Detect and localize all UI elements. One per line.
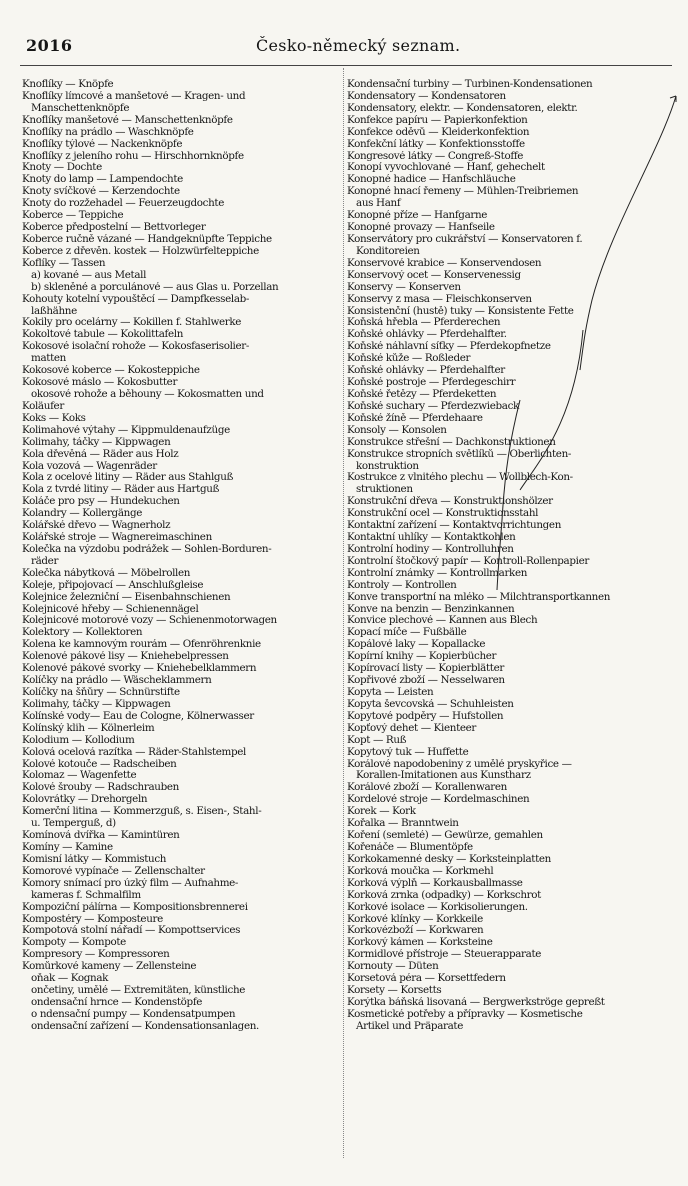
dictionary-entry: struktionen xyxy=(356,484,413,496)
dictionary-entry: ončetiny, umělé — Extremitäten, künstliche xyxy=(31,985,246,997)
dictionary-entry: Koňské suchary — Pferdezwieback xyxy=(347,400,519,412)
dictionary-entry: Korek — Kork xyxy=(347,806,416,818)
dictionary-entry: Komíny — Kamine xyxy=(22,842,113,853)
header-rule xyxy=(20,65,672,66)
dictionary-entry: Kolimahy, táčky — Kippwagen xyxy=(22,436,171,448)
dictionary-entry: Kolandry — Kollergänge xyxy=(22,508,142,520)
dictionary-entry: Koňské náhlavní síťky — Pferdekopfnetze xyxy=(347,341,551,353)
dictionary-entry: Koňské postroje — Pferdegeschirr xyxy=(347,377,516,389)
dictionary-entry: Kosmetické potřeby a přípravky — Kosmetische xyxy=(347,1008,583,1020)
dictionary-entry: Koňské ohlávky — Pferdehalfter. xyxy=(347,329,507,341)
dictionary-entry: Konservové krabice — Konservendosen xyxy=(347,257,542,269)
dictionary-entry: Kondensatory, elektr. — Kondensatoren, elektr. xyxy=(347,102,578,114)
dictionary-entry: Koňské kůže — Roßleder xyxy=(347,353,471,365)
dictionary-entry: Korková zrnka (odpadky) — Korkschrot xyxy=(347,889,541,901)
dictionary-entry: Kontroly — Kontrollen xyxy=(347,579,457,591)
dictionary-entry: ondensační hrnce — Kondenstöpfe xyxy=(31,996,203,1008)
dictionary-entry: Konopné příze — Hanfgarne xyxy=(347,210,488,222)
dictionary-entry: Kola z ocelové litiny — Räder aus Stahlguß xyxy=(22,472,234,484)
dictionary-entry: Konservový ocet — Konservenessig xyxy=(347,269,521,281)
dictionary-entry: Knoty svíčkové — Kerzendochte xyxy=(22,186,180,198)
dictionary-entry: Konfekce papíru — Papierkonfektion xyxy=(347,114,528,126)
dictionary-entry: Kořalka — Branntwein xyxy=(347,818,459,830)
dictionary-entry: Kola vozová — Wagenräder xyxy=(22,460,157,472)
dictionary-entry: Kolomaz — Wagenfette xyxy=(22,770,137,782)
dictionary-entry: Koňské ohlávky — Pferdehalfter xyxy=(347,365,505,377)
dictionary-entry: Kopťový dehet — Kienteer xyxy=(347,722,477,734)
dictionary-entry: b) skleněné a porculánové — aus Glas u. Porzellan xyxy=(31,281,279,293)
dictionary-entry: Kopírovací listy — Kopierblätter xyxy=(347,663,504,675)
dictionary-entry: Kopyta ševcovská — Schuhleisten xyxy=(347,698,514,710)
dictionary-entry: u. Temperguß, d) xyxy=(31,818,116,830)
dictionary-entry: Kokoltové tabule — Kokolittafeln xyxy=(22,329,184,341)
dictionary-entry: Kontrolní hodiny — Kontrolluhren xyxy=(347,543,514,555)
dictionary-entry: Kola dřevěná — Räder aus Holz xyxy=(22,448,179,460)
dictionary-entry: Kolářské stroje — Wagnereimaschinen xyxy=(22,532,212,544)
dictionary-entry: ondensační zařízení — Kondensationsanlagen. xyxy=(31,1020,259,1032)
dictionary-entry: Konsoly — Konsolen xyxy=(347,424,447,436)
dictionary-entry: Konstrukční dřeva — Konstruktionshölzer xyxy=(347,496,553,508)
dictionary-entry: Koflíky — Tassen xyxy=(22,257,106,269)
dictionary-entry: Kontrolní známky — Kontrollmarken xyxy=(347,567,528,579)
dictionary-entry: Kompoziční pálírna — Kompositionsbrennerei xyxy=(22,901,248,913)
dictionary-entry: Kompotová stolní nářadí — Kompottservices xyxy=(22,925,241,937)
dictionary-entry: Konstrukční ocel — Konstruktionsstahl xyxy=(347,508,539,520)
dictionary-entry: Knoflíky na prádlo — Waschknöpfe xyxy=(22,126,194,138)
dictionary-entry: Komory snímací pro úzký film — Aufnahme- xyxy=(22,877,239,889)
dictionary-entry: Kornouty — Düten xyxy=(347,961,439,973)
page-number: 2016 xyxy=(26,36,73,55)
dictionary-entry: Kolíčky na prádlo — Wäscheklammern xyxy=(22,675,212,687)
dictionary-entry: Konservátory pro cukrářství — Konservatoren f. xyxy=(347,233,583,245)
dictionary-entry: Kolejnicové motorové vozy — Schienenmotorwagen xyxy=(22,615,277,627)
dictionary-entry: Kontrolní štočkový papír — Kontroll-Rollenpapier xyxy=(347,555,589,567)
dictionary-entry: a) kované — aus Metall xyxy=(31,269,147,281)
dictionary-entry: Knoty do lamp — Lampendochte xyxy=(22,174,183,186)
dictionary-entry: Korallen-Imitationen aus Kunstharz xyxy=(356,770,531,782)
dictionary-entry: Kompoty — Kompote xyxy=(22,937,126,949)
dictionary-entry: Knoflíky límcové a manšetové — Kragen- und xyxy=(22,90,246,102)
dictionary-entry: Kolovrátky — Drehorgeln xyxy=(22,794,148,806)
dictionary-entry: Kopřivové zboží — Nesselwaren xyxy=(347,675,505,687)
dictionary-entry: Korkový kámen — Korksteine xyxy=(347,937,493,949)
dictionary-entry: Knoflíky — Knöpfe xyxy=(22,79,114,90)
dictionary-entry: Konfekce oděvů — Kleiderkonfektion xyxy=(347,126,530,138)
dictionary-entry: Kolektory — Kollektoren xyxy=(22,627,143,639)
dictionary-entry: Koberce z dřevěn. kostek — Holzwürfelteppiche xyxy=(22,245,259,257)
left-column xyxy=(22,79,338,1033)
dictionary-entry: matten xyxy=(31,353,66,365)
dictionary-entry: Artikel und Präparate xyxy=(356,1020,463,1032)
dictionary-entry: Kolínské vody— Eau de Cologne, Kölnerwasser xyxy=(22,710,254,722)
dictionary-entry: laßhähne xyxy=(31,305,77,317)
dictionary-entry: aus Hanf xyxy=(356,198,401,210)
dictionary-entry: Kolečka na výzdobu podrážek — Sohlen-Borduren- xyxy=(22,543,272,555)
dictionary-entry: Komínová dvířka — Kamintüren xyxy=(22,830,180,842)
dictionary-entry: Kompresory — Kompressoren xyxy=(22,949,170,961)
dictionary-entry: Kopytový tuk — Huffette xyxy=(347,746,469,758)
dictionary-entry: Manschettenknöpfe xyxy=(31,102,130,114)
dictionary-entry: Kolejnice železniční — Eisenbahnschienen xyxy=(22,591,231,603)
dictionary-entry: Kormidlové přístroje — Steuerapparate xyxy=(347,949,542,961)
dictionary-entry: Konstrukce stropních světlíků — Oberlichten- xyxy=(347,448,572,460)
dictionary-entry: Koňské žíně — Pferdehaare xyxy=(347,412,483,424)
dictionary-entry: Konstrukce střešní — Dachkonstruktionen xyxy=(347,436,556,448)
dictionary-entry: Kontaktní zařízení — Kontaktvorrichtungen xyxy=(347,520,562,532)
right-column xyxy=(347,79,667,1033)
dictionary-entry: Konopné hnací řemeny — Mühlen-Treibriemen xyxy=(347,186,579,198)
dictionary-entry: Kopací míče — Fußbälle xyxy=(347,627,467,639)
dictionary-entry: Korkové isolace — Korkisolierungen. xyxy=(347,901,528,913)
dictionary-entry: Kordelové stroje — Kordelmaschinen xyxy=(347,794,530,806)
dictionary-entry: Koberce předpostelní — Bettvorleger xyxy=(22,222,206,234)
dictionary-entry: Kolejnicové hřeby — Schienennägel xyxy=(22,603,199,615)
dictionary-entry: Kolenové pákové svorky — Kniehebelklammern xyxy=(22,663,257,675)
dictionary-entry: Kopírní knihy — Kopierbücher xyxy=(347,651,497,663)
dictionary-entry: Konvice plechové — Kannen aus Blech xyxy=(347,615,538,627)
dictionary-entry: Kolečka nábytková — Möbelrollen xyxy=(22,567,191,579)
dictionary-entry: Koläufer xyxy=(22,400,64,412)
column-divider xyxy=(343,68,344,1158)
dictionary-entry: Konfekční látky — Konfektionsstoffe xyxy=(347,138,525,150)
dictionary-entry: Knoflíky manšetové — Manschettenknöpfe xyxy=(22,114,233,126)
dictionary-entry: Kokosové máslo — Kokosbutter xyxy=(22,377,178,389)
dictionary-entry: Kopyta — Leisten xyxy=(347,687,434,699)
dictionary-entry: Koberce — Teppiche xyxy=(22,210,124,222)
dictionary-entry: o ndensační pumpy — Kondensatpumpen xyxy=(31,1008,236,1020)
dictionary-entry: Kolářské dřevo — Wagnerholz xyxy=(22,520,171,532)
dictionary-entry: Koleje, připojovací — Anschlußgleise xyxy=(22,579,204,591)
dictionary-entry: Kohouty kotelní vypouštěcí — Dampfkesselab- xyxy=(22,293,250,305)
dictionary-entry: Kopt — Ruß xyxy=(347,734,407,746)
dictionary-entry: Kolové kotouče — Radscheiben xyxy=(22,758,177,770)
dictionary-entry: Koňské řetězy — Pferdeketten xyxy=(347,388,497,400)
dictionary-entry: Korkovézboží — Korkwaren xyxy=(347,925,484,937)
dictionary-entry: Koks — Koks xyxy=(22,412,86,424)
dictionary-entry: Koření (semleté) — Gewürze, gemahlen xyxy=(347,830,543,842)
dictionary-entry: Konve na benzin — Benzinkannen xyxy=(347,603,515,615)
dictionary-entry: Korkokamenné desky — Korksteinplatten xyxy=(347,853,551,865)
dictionary-entry: Konservy z masa — Fleischkonserven xyxy=(347,293,532,305)
dictionary-entry: Korálové zboží — Korallenwaren xyxy=(347,782,507,794)
dictionary-entry: Kolínský klih — Kölnerleim xyxy=(22,722,155,734)
dictionary-entry: Kondensatory — Kondensatoren xyxy=(347,90,506,102)
dictionary-entry: Kolové šrouby — Radschrauben xyxy=(22,782,179,794)
dictionary-entry: Korsety — Korsetts xyxy=(347,985,442,997)
dictionary-entry: Korálové napodobeniny z umělé pryskyřice — xyxy=(347,758,572,770)
dictionary-entry: Kokosové isolační rohože — Kokosfaserisolier- xyxy=(22,341,250,353)
dictionary-entry: Konservy — Konserven xyxy=(347,281,461,293)
dictionary-entry: Knoty — Dochte xyxy=(22,162,102,174)
dictionary-entry: Kolimahové výtahy — Kippmuldenaufzüge xyxy=(22,424,230,436)
dictionary-entry: Kolíčky na šňůry — Schnürstifte xyxy=(22,687,180,699)
dictionary-entry: Knoflíky týlové — Nackenknöpfe xyxy=(22,138,183,150)
dictionary-entry: Kolová ocelová razítka — Räder-Stahlstempel xyxy=(22,746,247,758)
dictionary-entry: Konve transportní na mléko — Milchtransportkannen xyxy=(347,591,611,603)
dictionary-entry: Korková výplň — Korkausballmasse xyxy=(347,877,523,889)
dictionary-entry: Konopné provazy — Hanfseile xyxy=(347,222,495,234)
dictionary-entry: Kolena ke kamnovým rourám — Ofenröhrenknie xyxy=(22,639,261,651)
dictionary-entry: Kolenové pákové lisy — Kniehebelpressen xyxy=(22,651,229,663)
dictionary-entry: Kompostéry — Komposteure xyxy=(22,913,163,925)
dictionary-entry: Komůrkové kameny — Zellensteine xyxy=(22,961,197,973)
dictionary-entry: Kokosové koberce — Kokosteppiche xyxy=(22,365,200,377)
dictionary-entry: Kopálové laky — Kopallacke xyxy=(347,639,486,651)
dictionary-entry: Kolimahy, táčky — Kippwagen xyxy=(22,698,171,710)
dictionary-entry: Korková moučka — Korkmehl xyxy=(347,865,494,877)
dictionary-entry: Konsistenční (hustě) tuky — Konsistente Fette xyxy=(347,305,574,317)
dictionary-entry: räder xyxy=(31,555,59,567)
dictionary-entry: Komisní látky — Kommistuch xyxy=(22,853,167,865)
dictionary-entry: Knoflíky z jeleního rohu — Hirschhornknöpfe xyxy=(22,150,244,162)
dictionary-entry: Korsetová péra — Korsettfedern xyxy=(347,973,506,985)
dictionary-entry: Komerční litina — Kommerzguß, s. Eisen-, Stahl- xyxy=(22,806,262,818)
dictionary-entry: Kokily pro ocelárny — Kokillen f. Stahlwerke xyxy=(22,317,242,329)
dictionary-entry: Kongresové látky — Congreß-Stoffe xyxy=(347,150,524,162)
dictionary-entry: Kontaktní uhlíky — Kontaktkohlen xyxy=(347,532,516,544)
dictionary-entry: oňak — Kognak xyxy=(31,973,109,985)
dictionary-entry: Kostrukce z vlnitého plechu — Wollblech-Kon- xyxy=(347,472,573,484)
dictionary-entry: okosové rohože a běhouny — Kokosmatten und xyxy=(31,388,264,400)
dictionary-entry: Konopné hadice — Hanfschläuche xyxy=(347,174,516,186)
dictionary-entry: Koberce ručně vázané — Handgeknüpfte Teppiche xyxy=(22,233,272,245)
dictionary-entry: kameras f. Schmalfilm xyxy=(31,889,141,901)
dictionary-entry: Kopytové podpěry — Hufstollen xyxy=(347,710,504,722)
dictionary-entry: Knoty do rozžehadel — Feuerzeugdochte xyxy=(22,198,224,210)
page-title: Česko-německý seznam. xyxy=(256,36,461,55)
dictionary-entry: Koňská hřebla — Pferderechen xyxy=(347,317,501,329)
dictionary-entry: Kořenáče — Blumentöpfe xyxy=(347,842,473,853)
dictionary-entry: Konditoreien xyxy=(356,245,420,257)
dictionary-entry: Komorové vypínače — Zellenschalter xyxy=(22,865,205,877)
dictionary-entry: Koláče pro psy — Hundekuchen xyxy=(22,496,180,508)
dictionary-entry: konstruktion xyxy=(356,460,419,472)
dictionary-entry: Kola z tvrdé litiny — Räder aus Hartguß xyxy=(22,484,220,496)
dictionary-entry: Kolodium — Kollodium xyxy=(22,734,135,746)
dictionary-entry: Kondensační turbiny — Turbinen-Kondensationen xyxy=(347,79,593,90)
dictionary-entry: Korkové klínky — Korkkeile xyxy=(347,913,483,925)
dictionary-entry: Konopí vyvochlované — Hanf, gehechelt xyxy=(347,162,545,174)
dictionary-entry: Korýtka báňská lisovaná — Bergwerkströge gepreßt xyxy=(347,996,605,1008)
